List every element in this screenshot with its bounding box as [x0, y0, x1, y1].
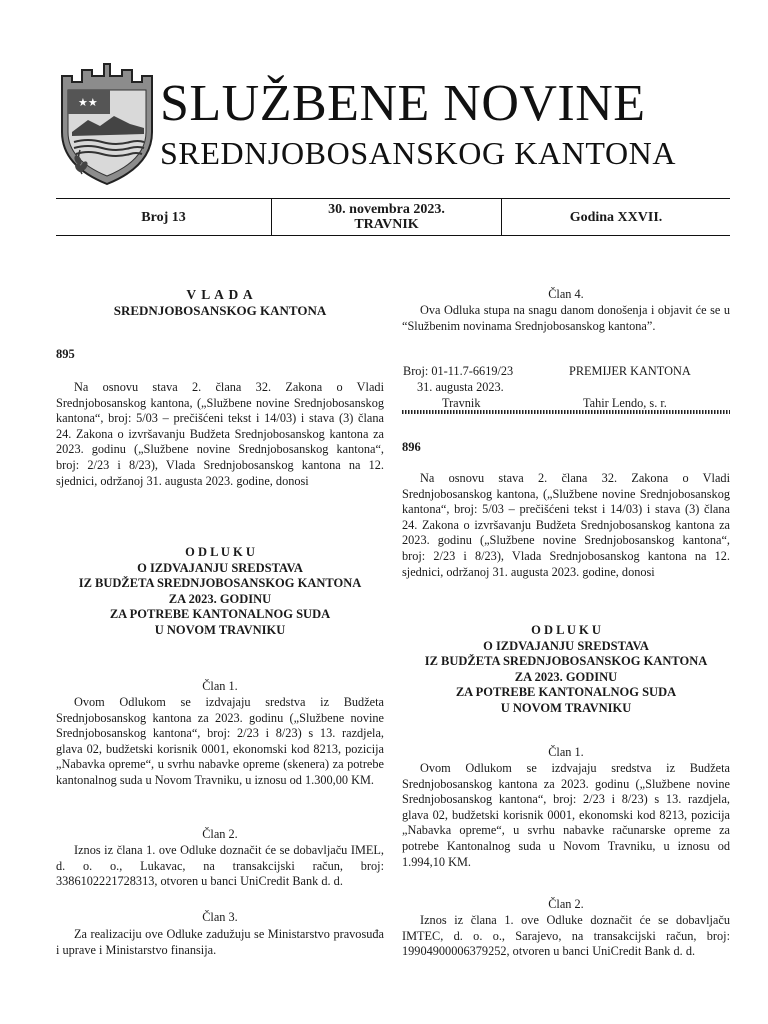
masthead-subtitle: SREDNJOBOSANSKOG KANTONA [160, 135, 677, 171]
issue-date-place [272, 199, 502, 235]
article-heading: Član 1. [202, 679, 238, 693]
act-number: 896 [402, 440, 421, 454]
issuer-name: V L A D A SREDNJOBOSANSKOG KANTONA [113, 287, 327, 318]
issue-date: 30. novembra 2023. [328, 202, 445, 217]
signature-number: Broj: 01-11.7-6619/23 [403, 364, 514, 378]
signature-date: 31. augusta 2023. [417, 380, 504, 394]
masthead-title: SLUŽBENE NOVINE [160, 75, 646, 132]
act-number: 895 [56, 347, 75, 361]
article-text: Ova Odluka stupa na snagu danom donošenja i objavit će se u “Službenim novinama Srednjobosanskog kantona”. [402, 303, 730, 333]
article-text: Iznos iz člana 1. ove Odluke doznačit će se dobavljaču IMEL, d. o. o., Lukavac, na transakcijski račun, broj: 3386102221728313, otvoren u banci UniCredit Bank d. d. [56, 843, 384, 889]
article-heading: Član 2. [548, 897, 584, 911]
preamble: Na osnovu stava 2. člana 32. Zakona o Vladi Srednjobosanskog kantona, („Službene novine Srednjobosanskog kantona“, broj: 5/03 – prečišćeni tekst i 14/03) i stava (3) člana 24. Zakona o izvršavanju Budžeta Srednjobosanskog kantona za 2023. godinu („Službene novine Srednjobosanskog kantona“, broj: 2/23 i 8/23), Vlada Srednjobosanskog kantona na 12. sjednici, održanoj 31. augusta 2023. godine, donosi [56, 380, 384, 488]
article-heading: Član 3. [202, 910, 238, 924]
signature-role: PREMIJER KANTONA [569, 364, 691, 378]
article-text: Za realizaciju ove Odluke zadužuju se Ministarstvo pravosuđa i uprave i Ministarstvo finansija. [56, 927, 384, 957]
article-text: Ovom Odlukom se izdvajaju sredstva iz Budžeta Srednjobosanskog kantona za 2023. godinu („Službene novine Srednjobosanskog kantona“, broj: 2/23 i 8/23) s 13. razdjela, glava 02, budžetski korisnik 0001, ekonomski kod 8213, pozicija „Nabavka opreme“, u svrhu nabavke računarske opreme za potrebe Kantonalnog suda u Novom Travniku, u iznosu od 1.994,10 KM. [402, 761, 730, 869]
coat-of-arms-icon [58, 62, 156, 186]
article-heading: Član 2. [202, 827, 238, 841]
signature-place: Travnik [442, 396, 481, 410]
separator-line [402, 410, 730, 414]
article-text: Iznos iz člana 1. ove Odluke doznačit će se dobavljaču IMTEC, d. o. o., Sarajevo, na transakcijski račun, broj: 1990490000637925​2, otvoren u banci UniCredit Bank d. d. [402, 913, 730, 959]
issue-place: TRAVNIK [354, 217, 419, 232]
article-heading: Član 1. [548, 745, 584, 759]
article-text: Ovom Odlukom se izdvajaju sredstva iz Budžeta Srednjobosanskog kantona za 2023. godinu („Službene novine Srednjobosanskog kantona“, broj: 2/23 i 8/23) s 13. razdjela, glava 02, budžetski korisnik 0001, ekonomski kod 8213, pozicija „Nabavka opreme“, u svrhu nabavke opreme (skenera) za potrebe kantonalnog suda u Novom Travniku, u iznosu od 1.300,00 KM. [56, 695, 384, 787]
preamble: Na osnovu stava 2. člana 32. Zakona o Vladi Srednjobosanskog kantona, („Službene novine Srednjobosanskog kantona“, broj: 5/03 – prečišćeni tekst i 14/03) i stava (3) člana 24. Zakona o izvršavanju Budžeta Srednjobosanskog kantona za 2023. godinu („Službene novine Srednjobosanskog kantona“, broj: 2/23 i 8/23), Vlada Srednjobosanskog kantona na 12. sjednici, održanoj 31. augusta 2023. godine, donosi [402, 471, 730, 579]
signature-name: Tahir Lendo, s. r. [583, 396, 667, 410]
article-heading: Član 4. [548, 287, 584, 301]
svg-text:★★: ★★ [78, 96, 98, 109]
issue-year: Godina XXVII. [569, 209, 663, 225]
decision-title: O D L U K U O IZDVAJANJU SREDSTAVA IZ BUDŽETA SREDNJOBOSANSKOG KANTONA ZA 2023. GODINU ZA POTREBE KANTONALNOG SUDA U NOVOM TRAVNIKU [424, 623, 708, 715]
issue-info-bar [56, 198, 730, 236]
decision-title: O D L U K U O IZDVAJANJU SREDSTAVA IZ BUDŽETA SREDNJOBOSANSKOG KANTONA ZA 2023. GODINU ZA POTREBE KANTONALNOG SUDA U NOVOM TRAVNIKU [78, 545, 362, 637]
issue-number: Broj 13 [56, 199, 272, 235]
